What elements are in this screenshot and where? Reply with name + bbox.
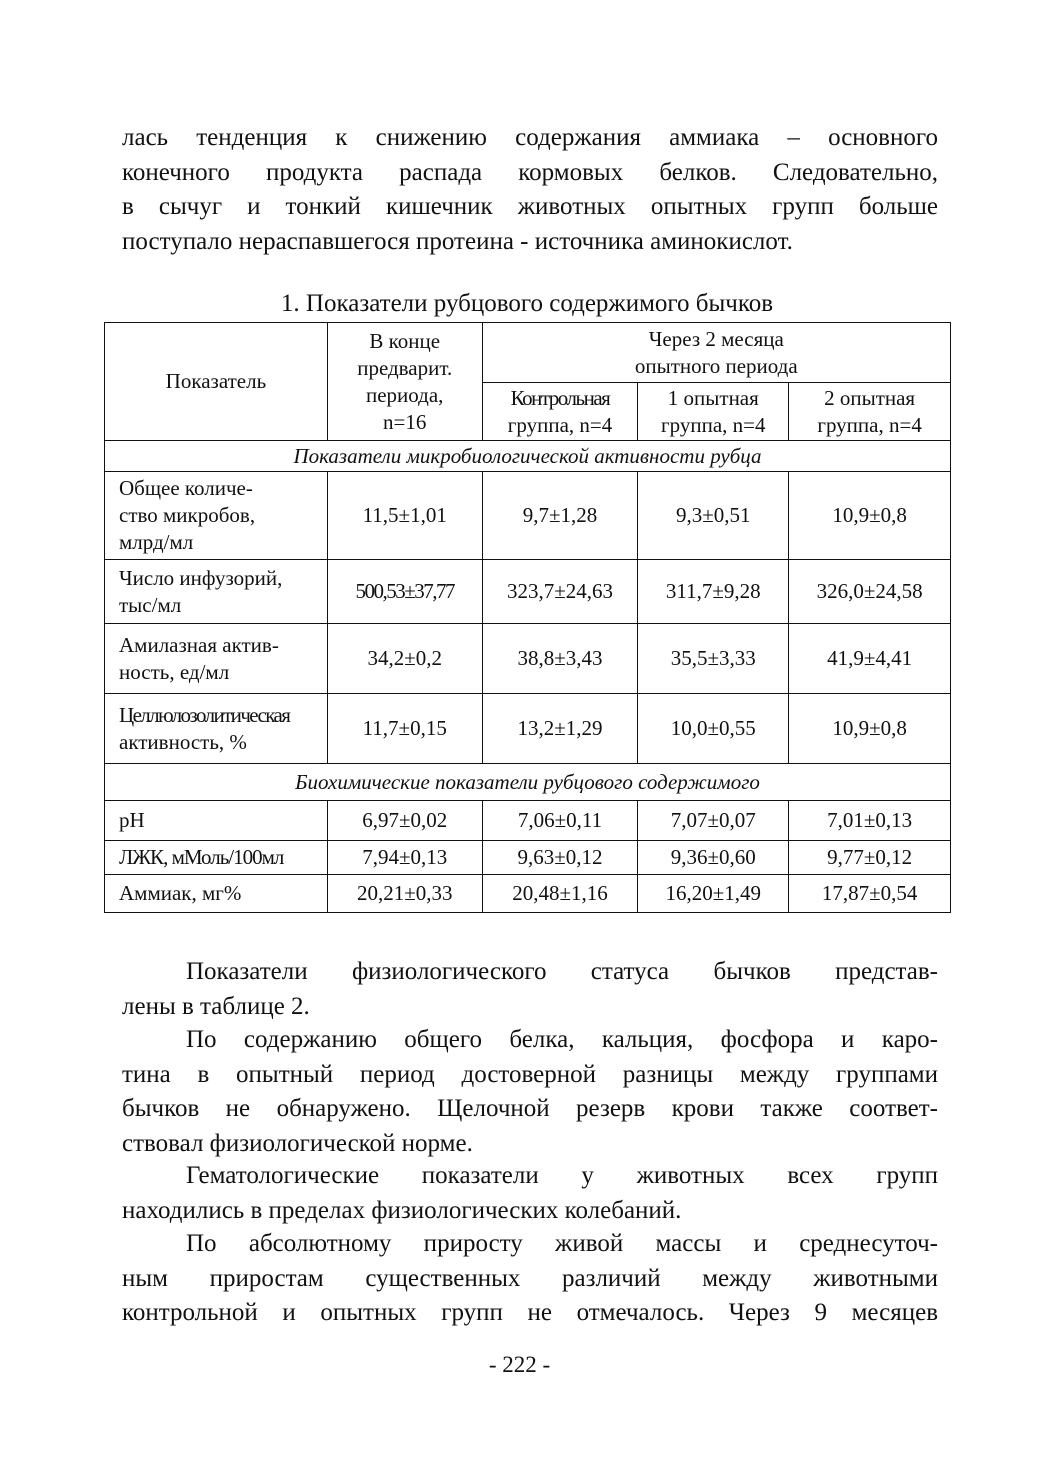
header-before-period (327, 323, 482, 441)
cell-exp1: 9,36±0,60 (638, 841, 789, 875)
row-label (105, 624, 328, 694)
header-line: периода, (365, 382, 444, 407)
text-line: ствовал физиологической норме. (122, 1129, 473, 1157)
cell-control: 13,2±1,29 (482, 694, 638, 764)
row-label: Аммиак, мг% (105, 875, 328, 913)
cell-before: 500,53±37,77 (327, 560, 482, 624)
cell-control: 9,63±0,12 (482, 841, 638, 875)
header-line: опытного периода (634, 353, 798, 378)
header-line: группа, n=4 (661, 412, 766, 437)
text-line: контрольной и опытных групп не отмечалось. Через 9 месяцев (122, 1299, 938, 1326)
header-exp2-group (789, 383, 951, 441)
cell-exp2: 10,9±0,8 (789, 694, 951, 764)
table-row (105, 560, 951, 624)
label-line: Амилазная актив- (119, 632, 279, 657)
intro-paragraph (122, 121, 938, 259)
text-line: По абсолютному приросту живой массы и среднесуточ- (186, 1230, 938, 1257)
section-header-biochemical: Биохимические показатели рубцового содержимого (105, 764, 951, 801)
text-line: По содержанию общего белка, кальция, фосфора и каро- (186, 1026, 938, 1053)
label-line: млрд/мл (119, 530, 194, 554)
label-line: Число инфузорий, (119, 565, 283, 590)
text-line: тина в опытный период достоверной разницы между группами (122, 1060, 938, 1088)
cell-exp1: 35,5±3,33 (638, 624, 789, 694)
cell-exp2: 41,9±4,41 (789, 624, 951, 694)
cell-control: 323,7±24,63 (482, 560, 638, 624)
header-line: n=16 (383, 409, 427, 434)
cell-exp2: 17,87±0,54 (789, 875, 951, 913)
row-label (105, 472, 328, 560)
header-indicator: Показатель (105, 323, 328, 441)
cell-before: 11,7±0,15 (327, 694, 482, 764)
text-line: находились в пределах физиологических колебаний. (122, 1196, 682, 1224)
table-row (105, 694, 951, 764)
text-line: Гематологические показатели у животных всех групп (186, 1162, 938, 1189)
page-number: - 222 - (488, 1352, 551, 1377)
section-header-microbiological: Показатели микробиологической активности рубца (105, 441, 951, 472)
text-line: в сычуг и тонкий кишечник животных опытных групп больше (122, 193, 938, 220)
header-control-group (482, 383, 638, 441)
cell-exp2: 326,0±24,58 (789, 560, 951, 624)
header-line: группа, n=4 (817, 412, 922, 437)
rumen-indicators-table (104, 322, 951, 913)
cell-exp2: 9,77±0,12 (789, 841, 951, 875)
cell-exp2: 10,9±0,8 (789, 472, 951, 560)
header-line: группа, n=4 (507, 412, 613, 437)
label-line: ство микробов, (119, 503, 256, 527)
cell-control: 7,06±0,11 (482, 801, 638, 841)
paragraph-1 (122, 955, 938, 1024)
table-row (105, 624, 951, 694)
cell-before: 11,5±1,01 (327, 472, 482, 560)
table-row (105, 801, 951, 841)
header-exp1-group (638, 383, 789, 441)
text-line: поступало нераспавшегося протеина - источника аминокислот. (122, 227, 793, 255)
paragraph-4 (122, 1227, 938, 1331)
label-line: Целлюлозолитическая (119, 702, 290, 727)
row-label: pH (105, 801, 328, 841)
text-line: ным приростам существенных различий между животными (122, 1264, 938, 1292)
paragraph-3 (122, 1159, 938, 1228)
header-line: 1 опытная (667, 385, 759, 410)
cell-control: 38,8±3,43 (482, 624, 638, 694)
table-row (105, 875, 951, 913)
label-line: ность, ед/мл (119, 659, 230, 684)
text-line: лены в таблице 2. (122, 992, 310, 1020)
table-row (105, 841, 951, 875)
table-caption: 1. Показатели рубцового содержимого бычков (280, 290, 774, 317)
header-line: Контрольная (510, 385, 610, 410)
table-row (105, 472, 951, 560)
cell-before: 6,97±0,02 (327, 801, 482, 841)
cell-before: 34,2±0,2 (327, 624, 482, 694)
row-label: ЛЖК, мМоль/100мл (105, 841, 328, 875)
text-line: конечного продукта распада кормовых белков. Следовательно, (122, 158, 938, 186)
text-line: Показатели физиологического статуса бычков представ- (186, 958, 938, 985)
label-line: активность, % (119, 729, 247, 754)
cell-before: 7,94±0,13 (327, 841, 482, 875)
cell-exp1: 10,0±0,55 (638, 694, 789, 764)
cell-exp2: 7,01±0,13 (789, 801, 951, 841)
row-label (105, 694, 328, 764)
row-label (105, 560, 328, 624)
cell-control: 9,7±1,28 (482, 472, 638, 560)
header-line: 2 опытная (824, 385, 916, 410)
cell-exp1: 16,20±1,49 (638, 875, 789, 913)
label-line: тыс/мл (119, 592, 182, 617)
header-line: Через 2 месяца (648, 326, 784, 351)
header-after-2-months (482, 323, 950, 383)
cell-control: 20,48±1,16 (482, 875, 638, 913)
cell-before: 20,21±0,33 (327, 875, 482, 913)
text-line: бычков не обнаружено. Щелочной резерв крови также соответ- (122, 1095, 938, 1122)
header-line: предварит. (357, 355, 453, 380)
cell-exp1: 311,7±9,28 (638, 560, 789, 624)
cell-exp1: 7,07±0,07 (638, 801, 789, 841)
paragraph-2 (122, 1023, 938, 1161)
cell-exp1: 9,3±0,51 (638, 472, 789, 560)
label-line: Общее количе- (119, 476, 253, 500)
header-line: В конце (369, 328, 441, 353)
text-line: лась тенденция к снижению содержания аммиака – основного (122, 124, 938, 151)
